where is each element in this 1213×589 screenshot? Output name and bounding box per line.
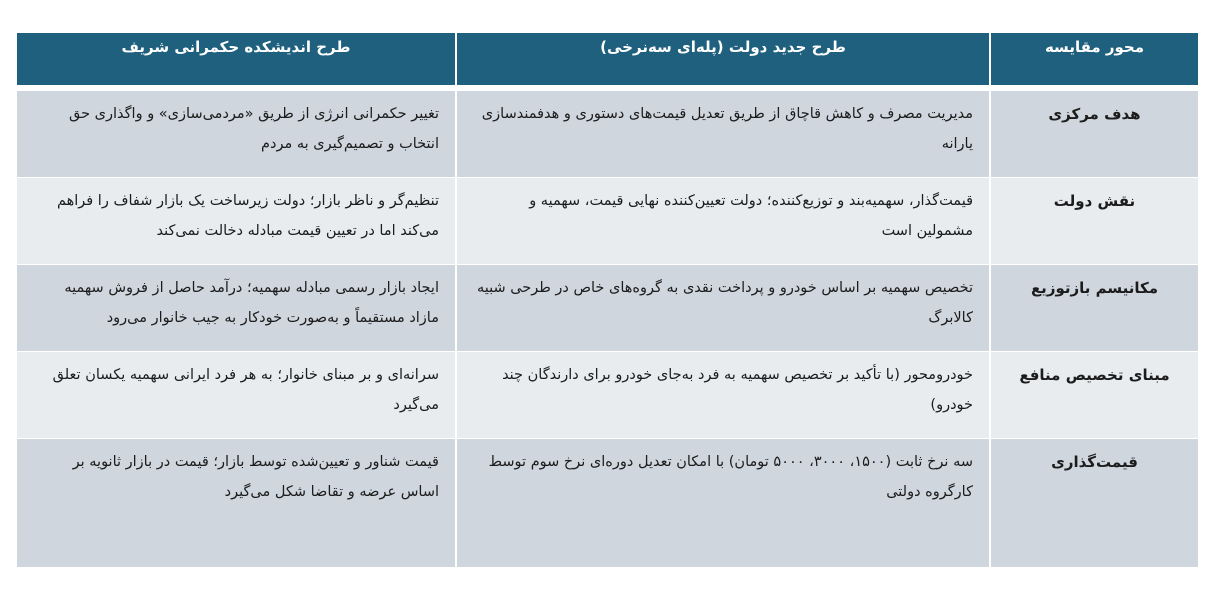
row-sharif-cell: تنظیم‌گر و ناظر بازار؛ دولت زیرساخت یک بازار شفاف را فراهم می‌کند اما در تعیین قیمت مبادله دخالت نمی‌کند [17, 178, 455, 264]
row-sharif-cell: سرانه‌ای و بر مبنای خانوار؛ به هر فرد ایرانی سهمیه یکسان تعلق می‌گیرد [17, 352, 455, 438]
header-axis: محور مقایسه [989, 33, 1198, 85]
table-row [17, 178, 1198, 265]
row-government-cell: قیمت‌گذار، سهمیه‌بند و توزیع‌کننده؛ دولت تعیین‌کننده نهایی قیمت، سهمیه و مشمولین است [455, 178, 989, 264]
row-axis-cell: قیمت‌گذاری [989, 439, 1198, 567]
row-government-cell: تخصیص سهمیه بر اساس خودرو و پرداخت نقدی به گروه‌های خاص در طرحی شبیه کالابرگ [455, 265, 989, 351]
header-sharif-plan: طرح اندیشکده حکمرانی شریف [17, 33, 455, 85]
row-axis-cell: هدف مرکزی [989, 91, 1198, 177]
table-row [17, 265, 1198, 352]
row-sharif-cell: تغییر حکمرانی انرژی از طریق «مردمی‌سازی» و واگذاری حق انتخاب و تصمیم‌گیری به مردم [17, 91, 455, 177]
table-row [17, 91, 1198, 178]
row-axis-cell: مبنای تخصیص منافع [989, 352, 1198, 438]
table-row [17, 439, 1198, 568]
row-government-cell: خودرومحور (با تأکید بر تخصیص سهمیه به فرد به‌جای خودرو برای دارندگان چند خودرو) [455, 352, 989, 438]
row-government-cell: مدیریت مصرف و کاهش قاچاق از طریق تعدیل قیمت‌های دستوری و هدفمندسازی یارانه [455, 91, 989, 177]
row-sharif-cell: قیمت شناور و تعیین‌شده توسط بازار؛ قیمت در بازار ثانویه بر اساس عرضه و تقاضا شکل می‌گیرد [17, 439, 455, 567]
row-axis-cell: مکانیسم بازتوزیع [989, 265, 1198, 351]
row-axis-cell: نقش دولت [989, 178, 1198, 264]
comparison-table [17, 33, 1198, 568]
table-row [17, 352, 1198, 439]
table-header-row [17, 33, 1198, 85]
row-government-cell: سه نرخ ثابت (۱۵۰۰، ۳۰۰۰، ۵۰۰۰ تومان) با امکان تعدیل دوره‌ای نرخ سوم توسط کارگروه دولتی [455, 439, 989, 567]
header-government-plan: طرح جدید دولت (پله‌ای سه‌نرخی) [455, 33, 989, 85]
row-sharif-cell: ایجاد بازار رسمی مبادله سهمیه؛ درآمد حاصل از فروش سهمیه مازاد مستقیماً و به‌صورت خودکار به جیب خانوار می‌رود [17, 265, 455, 351]
